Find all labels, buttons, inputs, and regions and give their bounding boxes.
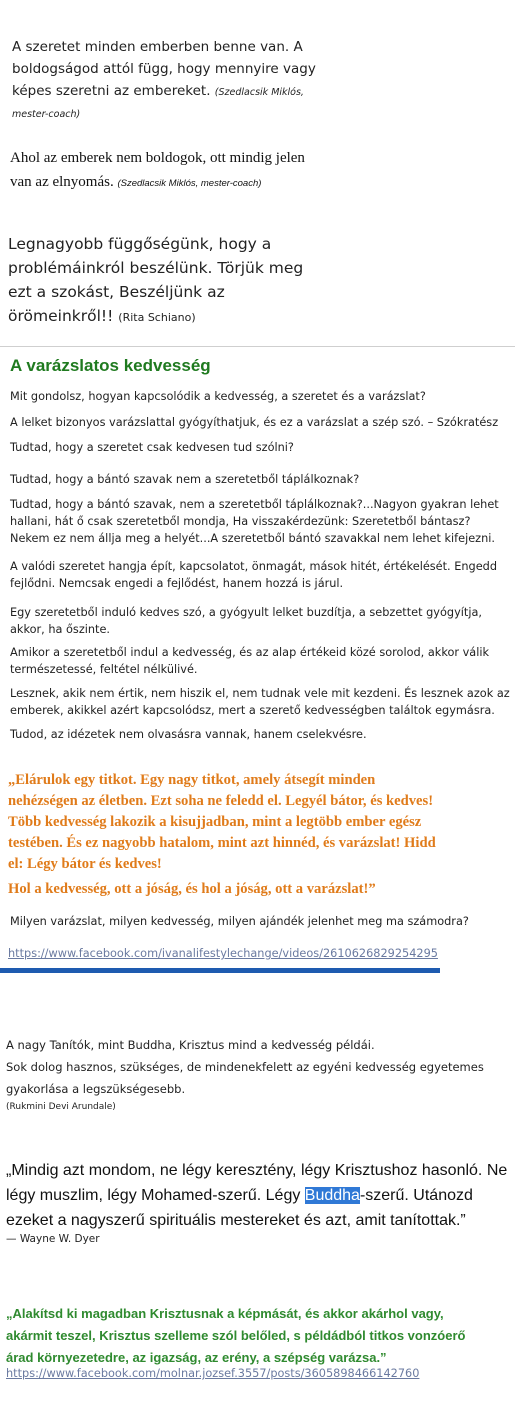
paragraph-line: Tudod, az idézetek nem olvasásra vannak, hanem cselekvésre.	[10, 728, 367, 741]
dyer-quote	[6, 1158, 511, 1233]
quote-line: el: Légy bátor és kedves!	[8, 856, 162, 872]
paragraph-line: Tudtad, hogy a szeretet csak kedvesen tud szólni?	[10, 441, 294, 454]
teachers-quote	[6, 1034, 511, 1114]
quote-line	[10, 170, 505, 196]
article-paragraph	[10, 726, 510, 743]
quote-line: árad környezetedre, az igazság, az erény, a szépség varázsa.”	[6, 1350, 387, 1365]
accent-bar	[0, 968, 440, 973]
quote-line: Több kedvesség lakozik a kisujjadban, mint a legtöbb ember egész	[8, 814, 422, 830]
paragraph-line: Mit gondolsz, hogyan kapcsolódik a kedvesség, a szeretet és a varázslat?	[10, 390, 426, 403]
paragraph-line: A valódi szeretet hangja épít, kapcsolatot, önmagát, mások hitét, értékelését. Engedd	[10, 560, 497, 573]
quote-text: képes szeretni az embereket.	[12, 83, 211, 99]
paragraph-line: A lelket bizonyos varázslattal gyógyíthatjuk, és ez a varázslat a szép szó. – Szókratész	[10, 416, 499, 429]
paragraph-line: Amikor a szeretetből indul a kedvesség, és az alap értékeid közé sorolod, akkor válik	[10, 646, 490, 659]
orange-quote-close: Hol a kedvesség, ott a jóság, és hol a jóság, ott a varázslat!”	[8, 881, 376, 897]
divider	[0, 346, 515, 347]
article-paragraph	[10, 685, 510, 719]
quote-schiano	[8, 232, 503, 330]
paragraph-line: Tudtad, hogy a bántó szavak nem a szeretetből táplálkoznak?	[10, 473, 360, 486]
paragraph-line: emberek, akikkel azért kapcsolódsz, mert a szerető kedvességben találtok egymásra.	[10, 704, 495, 717]
quote-line	[8, 304, 503, 330]
quote-attribution: (Rukmini Devi Arundale)	[6, 1102, 116, 1112]
paragraph-line: hallani, hát ő csak szeretetből mondja, Ha visszakérdezünk: Szeretetből bántasz?	[10, 515, 471, 528]
quote-line: A nagy Tanítók, mint Buddha, Krisztus mind a kedvesség példái.	[6, 1038, 375, 1052]
quote-szedlacsik-2	[10, 146, 505, 196]
question-text: Milyen varázslat, milyen kedvesség, milyen ajándék jelenhet meg ma számodra?	[10, 915, 469, 928]
quote-szedlacsik-1	[12, 36, 502, 126]
quote-line: Legnagyobb függőségünk, hogy a	[8, 235, 272, 253]
quote-text: légy muszlim, légy Mohamed-szerű. Légy	[6, 1187, 305, 1204]
facebook-video-link[interactable]: https://www.facebook.com/ivanalifestylechange/videos/2610626829254295	[8, 947, 438, 960]
article-paragraph	[10, 604, 510, 638]
quote-attribution: (Szedlacsik Miklós,	[214, 87, 304, 98]
highlighted-word: Buddha	[304, 1187, 360, 1204]
article-paragraph	[10, 388, 510, 405]
quote-text: örömeinkről!!	[8, 307, 114, 325]
quote-attribution: (Rita Schiano)	[118, 311, 196, 324]
paragraph-line: Lesznek, akik nem értik, nem hiszik el, nem tudnak vele mit kezdeni. És lesznek azok az	[10, 687, 510, 700]
article-paragraph	[10, 558, 510, 592]
paragraph-line: fejlődni. Nemcsak engedi a fejlődést, hanem hozzá is járul.	[10, 577, 344, 590]
orange-quote	[8, 770, 510, 875]
quote-line: boldogságod attól függ, hogy mennyire vagy	[12, 61, 316, 77]
quote-line: ezt a szokást, Beszéljünk az	[8, 283, 225, 301]
paragraph-line: Egy szeretetből induló kedves szó, a gyógyult lelket buzdítja, a sebzettet gyógyítja,	[10, 606, 482, 619]
article-title: A varázslatos kedvesség	[10, 356, 211, 375]
article-paragraph	[10, 414, 510, 431]
paragraph-line: természetessé, feltétel nélkülivé.	[10, 663, 198, 676]
quote-line: testében. És ez nagyobb hatalom, mint azt hinnéd, és varázslat! Hidd	[8, 835, 436, 851]
quote-line: „Mindig azt mondom, ne légy keresztény, légy Krisztushoz hasonló. Ne	[6, 1162, 508, 1179]
paragraph-line: Nekem ez nem állja meg a helyét...A szeretetből bántó szavakkal nem lehet kifejezni.	[10, 532, 495, 545]
quote-line: akármit teszel, Krisztus szelleme szól belőled, s példádból titkos vonzóerő	[6, 1328, 466, 1343]
quote-line: A szeretet minden emberben benne van. A	[12, 39, 303, 55]
quote-text: -szerű. Utánozd	[359, 1187, 473, 1204]
facebook-post-link[interactable]: https://www.facebook.com/molnar.jozsef.3557/posts/3605898466142760	[6, 1367, 420, 1380]
quote-line: ezeket a nagyszerű spirituális mestereket és azt, amit tanítottak.”	[6, 1212, 466, 1229]
article-paragraph	[10, 439, 510, 456]
quote-attribution: — Wayne W. Dyer	[6, 1233, 100, 1245]
quote-line: Ahol az emberek nem boldogok, ott mindig jelen	[10, 150, 305, 166]
quote-line: „Alakítsd ki magadban Krisztusnak a képmását, és akkor akárhol vagy,	[6, 1306, 444, 1321]
quote-line	[6, 1183, 511, 1208]
quote-attribution: (Szedlacsik Miklós, mester-coach)	[117, 178, 262, 189]
quote-text: van az elnyomás.	[10, 174, 114, 190]
article-paragraph	[10, 644, 510, 678]
green-quote	[6, 1303, 511, 1369]
quote-line: Sok dolog hasznos, szükséges, de mindenekfelett az egyéni kedvesség egyetemes	[6, 1060, 484, 1074]
paragraph-line: akkor, ha őszinte.	[10, 623, 111, 636]
quote-line: „Elárulok egy titkot. Egy nagy titkot, amely átsegít minden	[8, 772, 376, 788]
quote-attribution-cont: mester-coach)	[12, 109, 81, 120]
quote-line	[12, 80, 502, 104]
article-paragraph	[10, 471, 510, 488]
quote-line: problémáinkról beszélünk. Törjük meg	[8, 259, 304, 277]
paragraph-line: Tudtad, hogy a bántó szavak, nem a szeretetből táplálkoznak?...Nagyon gyakran lehet	[10, 498, 499, 511]
quote-line: nehézségen az életben. Ezt soha ne feledd el. Legyél bátor, és kedves!	[8, 793, 434, 809]
quote-line: gyakorlása a legszükségesebb.	[6, 1082, 186, 1096]
article-paragraph	[10, 496, 510, 547]
